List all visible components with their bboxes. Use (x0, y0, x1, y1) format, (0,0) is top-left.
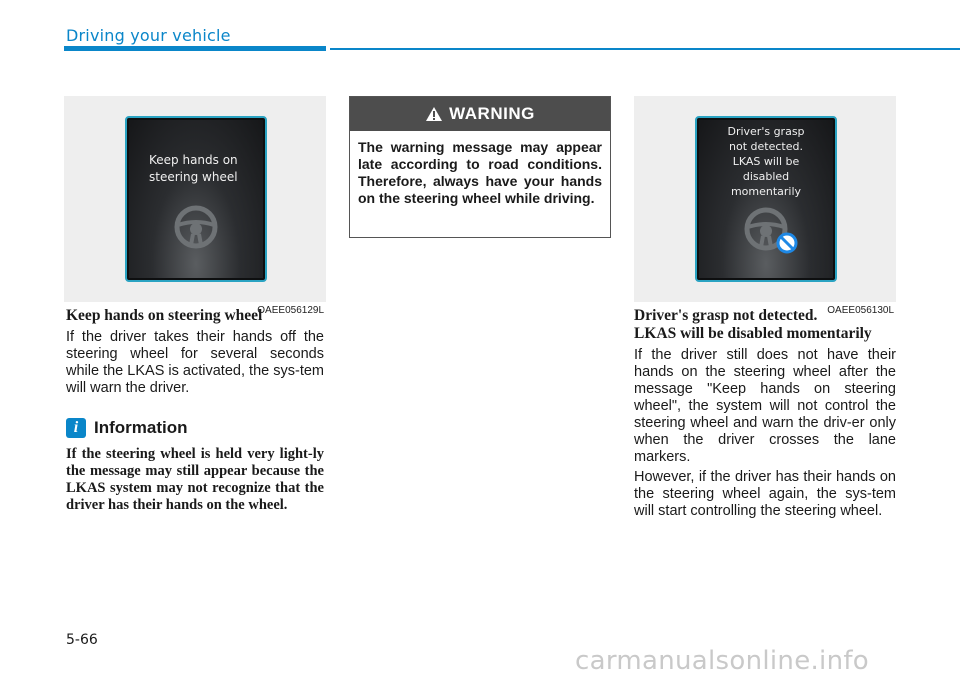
info-icon: i (66, 418, 86, 438)
information-text: If the steering wheel is held very light-ly the message may still appear because the LKAS system may not recognize that the driver has their hands on the wheel. (66, 446, 324, 513)
section-header-title: Driving your vehicle (66, 26, 231, 45)
figure-grasp-not-detected (634, 96, 896, 316)
display-line: steering wheel (149, 170, 238, 184)
display-message (127, 152, 265, 186)
heading-line: Driver's grasp not detected. (634, 307, 818, 324)
display-line: LKAS will be (732, 155, 800, 168)
warning-title: WARNING (449, 104, 535, 123)
warning-header (350, 97, 610, 131)
figure-code: OAEE056130L (827, 305, 894, 316)
section-body: If the driver takes their hands off the steering wheel for several seconds while the LKAS is activated, the sys-tem will warn the driver. (66, 329, 324, 396)
section-body: If the driver still does not have their hands on the steering wheel after the message "Keep hands on steering wheel", the system will not control the steering wheel and warn the driv-er only when the driver crosses the lane markers. (634, 347, 896, 465)
steering-wheel-disabled-icon (743, 206, 803, 256)
display-line: not detected. (729, 140, 803, 153)
steering-wheel-icon (173, 204, 219, 250)
figure-keep-hands (64, 96, 326, 316)
information-header (66, 418, 188, 438)
warning-triangle-icon (425, 106, 443, 122)
cluster-display (695, 116, 837, 282)
page-number: 5-66 (66, 632, 98, 648)
display-message (697, 124, 835, 199)
section-heading (634, 307, 896, 343)
display-line: Keep hands on (149, 153, 238, 167)
warning-box (349, 96, 611, 238)
figure-code: OAEE056129L (257, 305, 324, 316)
warning-text: The warning message may appear late according to road conditions. Therefore, always have your hands on the steering wheel while driving. (358, 139, 602, 206)
header-accent-bar (64, 46, 326, 51)
display-line: momentarily (730, 185, 802, 198)
display-line: disabled (742, 170, 790, 183)
section-body: However, if the driver has their hands on the steering wheel again, the sys-tem will start controlling the steering wheel. (634, 469, 896, 519)
heading-line: LKAS will be disabled momentarily (634, 325, 872, 342)
watermark: carmanualsonline.info (575, 646, 870, 676)
cluster-display (125, 116, 267, 282)
section-heading: Keep hands on steering wheel (66, 307, 263, 324)
header-rule (330, 48, 960, 50)
information-title: Information (94, 418, 188, 437)
display-line: Driver's grasp (727, 125, 805, 138)
